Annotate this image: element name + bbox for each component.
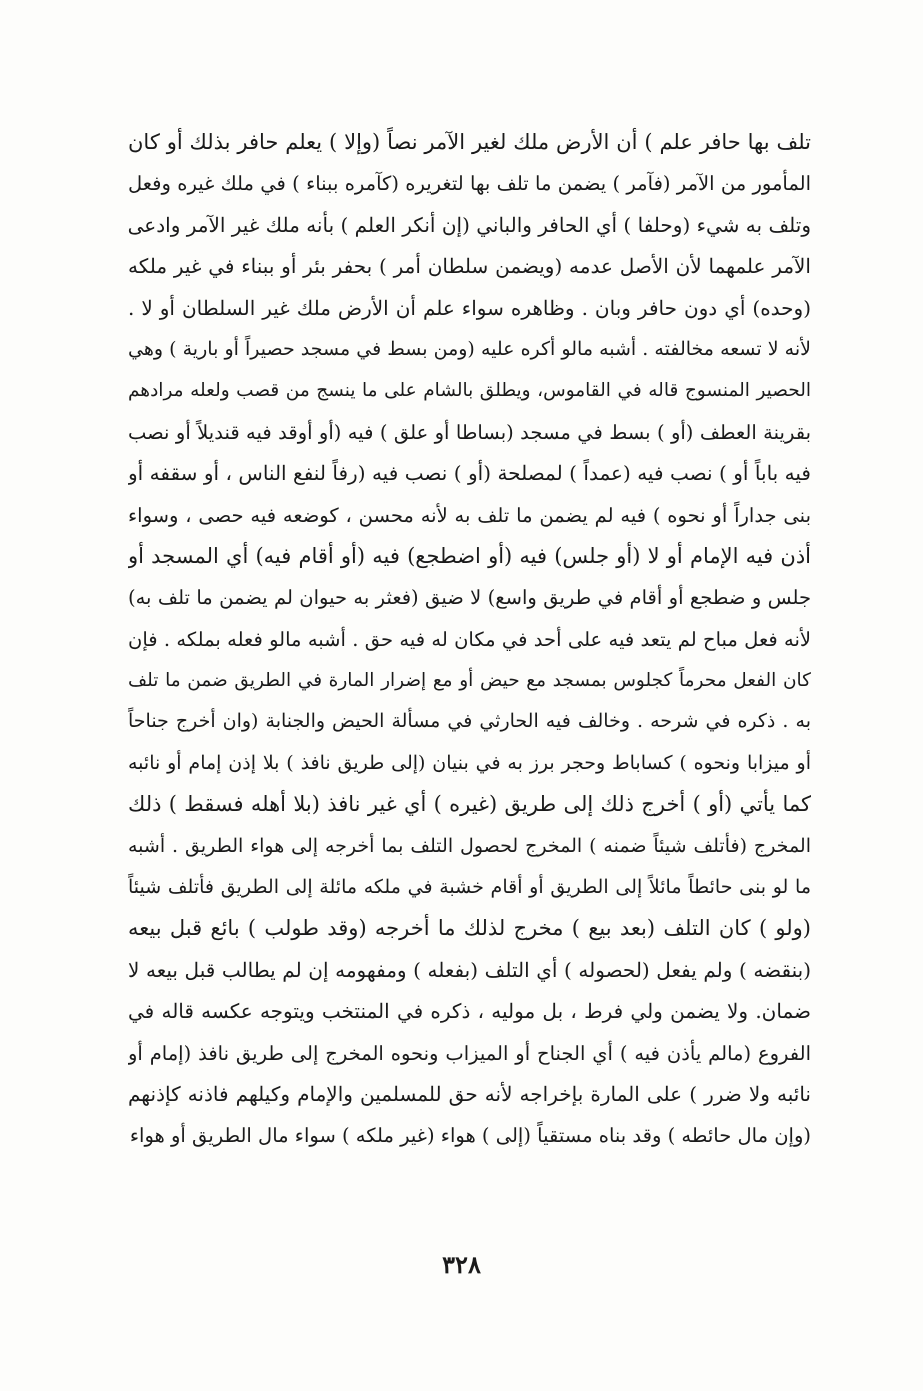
text-line-13: لأنه فعل مباح لم يتعد فيه على أحد في مكان له فيه حق . أشبه مالو فعله بملكه . فإن bbox=[128, 627, 811, 651]
text-line-18: المخرج (فأتلف شيئاً ضمنه ) المخرج لحصول التلف بما أخرجه إلى هواء الطريق . أشبه bbox=[128, 834, 811, 857]
text-line-3: وتلف به شيء (وحلفا ) أي الحافر والباني (إن أنكر العلم ) بأنه ملك غير الآمر وادعى bbox=[128, 212, 811, 237]
text-line-22: ضمان. ولا يضمن ولي فرط ، بل موليه ، ذكره في المنتخب ويتوجه عكسه قاله في bbox=[128, 999, 811, 1024]
text-line-1: تلف بها حافر علم ) أن الأرض ملك لغير الآمر نصاً (وإلا ) يعلم حافر بذلك أو كان bbox=[128, 130, 811, 154]
text-line-7: الحصير المنسوج قاله في القاموس، ويطلق بالشام على ما ينسج من قصب ولعله مرادهم bbox=[128, 380, 811, 402]
text-line-19: ما لو بنى حائطاً مائلاً إلى الطريق أو أقام خشبة في ملكه مائلة إلى الطريق فأتلف شيئاً bbox=[128, 876, 811, 899]
body-text bbox=[128, 122, 811, 1157]
text-line-23: الفروع (مالم يأذن فيه ) أي الجناح أو الميزاب ونحوه المخرج إلى طريق نافذ (إمام أو bbox=[128, 1041, 811, 1065]
text-line-8: بقرينة العطف (أو ) بسط في مسجد (بساطا أو علق ) فيه (أو أوقد فيه قنديلاً أو نصب bbox=[128, 420, 811, 444]
text-line-12: جلس و ضطجع أو أقام في طريق واسع) لا ضيق (فعثر به حيوان لم يضمن ما تلف به) bbox=[128, 586, 811, 610]
text-line-11: أذن فيه الإمام أو لا (أو جلس) فيه (أو اضطجع) فيه (أو أقام فيه) أي المسجد أو bbox=[128, 543, 811, 568]
text-line-2: المأمور من الآمر (فآمر ) يضمن ما تلف بها لتغريره (كآمره ببناء ) في ملك غيره وفعل bbox=[128, 172, 811, 196]
text-line-20: (ولو ) كان التلف (بعد بيع ) مخرج لذلك ما أخرجه (وقد طولب ) بائع قبل بيعه bbox=[128, 916, 811, 941]
text-line-5: (وحده) أي دون حافر وبان . وظاهره سواء علم أن الأرض ملك غير السلطان أو لا . bbox=[128, 295, 811, 320]
text-line-9: فيه باباً أو ) نصب فيه (عمداً ) لمصلحة (أو ) نصب فيه (رفاً لنفع الناس ، أو سقفه أو bbox=[128, 461, 811, 486]
page-number: ٣٢٨ bbox=[442, 1250, 481, 1279]
text-line-15: به . ذكره في شرحه . وخالف فيه الحارثي في مسألة الحيض والجنابة (وان أخرج جناحاً bbox=[128, 710, 811, 733]
text-line-16: أو ميزابا ونحوه ) كساباط وحجر برز به في بنيان (إلى طريق نافذ ) بلا إذن إمام أو نائبه bbox=[128, 751, 811, 774]
text-line-10: بنى جداراً أو نحوه ) فيه لم يضمن ما تلف به لأنه محسن ، كوضعه فيه حصى ، وسواء bbox=[128, 503, 811, 527]
text-line-25: (وإن مال حائطه ) وقد بناه مستقياً (إلى ) هواء (غير ملكه ) سواء مال الطريق أو هواء bbox=[129, 1124, 811, 1148]
text-line-14: كان الفعل محرماً كجلوس بمسجد مع حيض أو مع إضرار المارة في الطريق ضمن ما تلف bbox=[128, 670, 811, 692]
text-line-4: الآمر علمهما لأن الأصل عدمه (ويضمن سلطان أمر ) بحفر بئر أو ببناء في غير ملكه bbox=[128, 254, 811, 279]
text-line-17: كما يأتي (أو ) أخرج ذلك إلى طريق (غيره ) أي غير نافذ (بلا أهله فسقط ) ذلك bbox=[128, 792, 811, 817]
text-line-6: لأنه لا تسعه مخالفته . أشبه مالو أكره عليه (ومن بسط في مسجد حصيراً أو بارية ) وهي bbox=[128, 337, 811, 360]
text-line-21: (بنقضه ) ولم يفعل (لحصوله ) أي التلف (بفعله ) ومفهومه إن لم يطالب قبل بيعه لا bbox=[128, 957, 811, 982]
text-line-24: نائبه ولا ضرر ) على المارة بإخراجه لأنه حق للمسلمين والإمام وكيلهم فاذنه كإذنهم bbox=[128, 1081, 811, 1106]
